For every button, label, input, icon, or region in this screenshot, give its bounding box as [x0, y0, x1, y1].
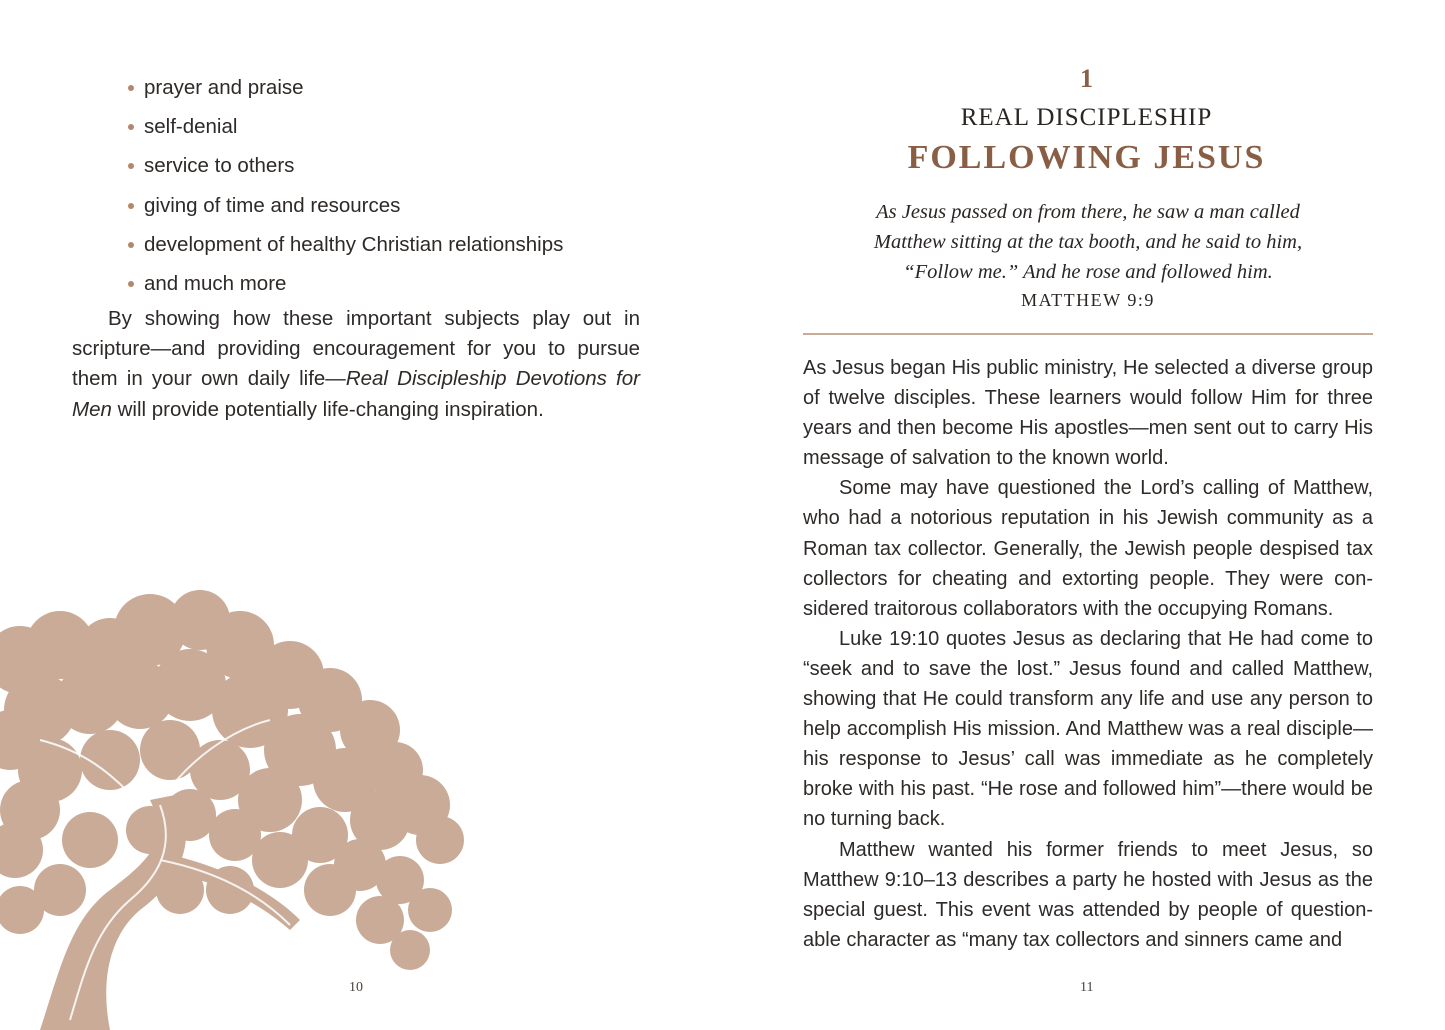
page-number: 11 [1080, 980, 1094, 995]
bullet-item: self-denial [126, 107, 563, 146]
epigraph-line: Matthew sitting at the tax booth, and he said to him, [873, 231, 1303, 253]
bullet-item: prayer and praise [126, 68, 563, 107]
chapter-title: FOLLOWING JESUS [907, 139, 1266, 176]
bullet-item: and much more [126, 264, 563, 303]
book-title-heading: REAL DISCIPLESHIP [960, 104, 1213, 131]
book-title-italic: Real Discipleship Devotions for Men [72, 367, 640, 421]
body-paragraph: As Jesus began His public ministry, He selected a diverse group of twelve disciples. These learners would follow Him for three years and then become His apostles—men sent out to carry His message of salvation to the known world. [803, 357, 1373, 470]
chapter-number: 1 [1080, 64, 1093, 93]
body-paragraph: Luke 19:10 quotes Jesus as declaring that He had come to “seek and to save the lost.” Jesus found and called Matthew, showing that He could transform any life and use any person to help accomplish His mission. And Matthew was a real disciple—his response to Jesus’ call was immediate as he completely broke with his past. “He rose and followed him”—there would be no turning back. [803, 627, 1373, 831]
intro-text-after: will provide potentially life-changing inspiration. [111, 397, 544, 421]
right-page [722, 0, 1445, 1030]
body-text [803, 353, 1373, 955]
scripture-reference: MATTHEW 9:9 [1021, 290, 1155, 310]
topic-bullet-list [126, 68, 563, 303]
divider-rule [803, 333, 1373, 335]
epigraph-quote [803, 197, 1373, 287]
epigraph-line: As Jesus passed on from there, he saw a man called [876, 201, 1300, 223]
left-page [0, 0, 722, 1030]
body-paragraph: Some may have questioned the Lord’s calling of Matthew, who had a notorious reputation in his Jewish community as a Roman tax collector. Generally, the Jewish people despised tax collectors for cheating and extorting people. They were considered traitorous collaborators with the occupying Romans. [803, 477, 1373, 620]
bullet-item: giving of time and resources [126, 186, 563, 225]
page-number: 10 [349, 980, 363, 995]
tree-illustration [0, 590, 470, 1030]
epigraph-line: “Follow me.” And he rose and followed him. [903, 261, 1273, 283]
intro-paragraph [72, 304, 640, 425]
intro-text-before: By showing how these important subjects play out in scripture—and providing encouragement for you to pursue them in your own daily life— [72, 307, 640, 391]
bullet-item: service to others [126, 146, 563, 185]
bullet-item: development of healthy Christian relationships [126, 225, 563, 264]
body-paragraph: Matthew wanted his former friends to meet Jesus, so Matthew 9:10–13 describes a party he hosted with Jesus as the special guest. This event was attended by people of questionable character as “many tax collectors and sinners came and [803, 838, 1373, 951]
